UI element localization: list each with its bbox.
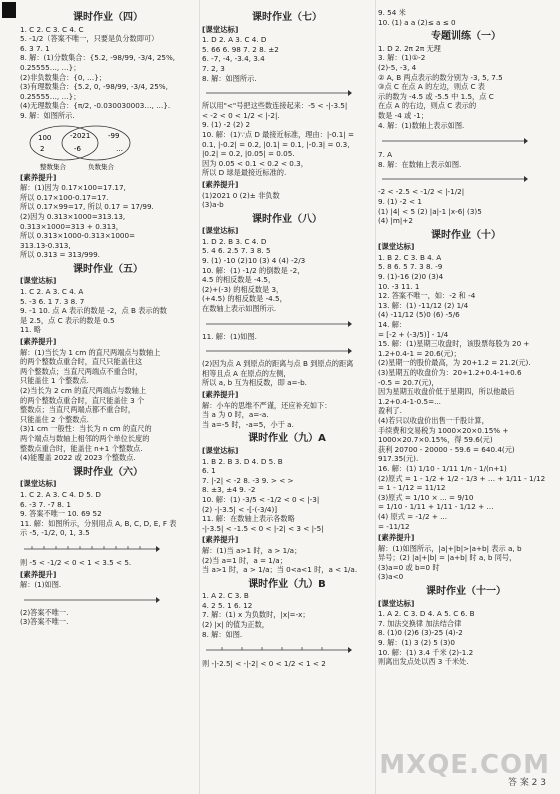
answer-line: 6. 1 <box>202 466 216 476</box>
venn-label: 负数集合 <box>88 162 114 171</box>
answer-line: 1. C 2. A 3. C 4. A <box>20 287 84 297</box>
answer-line: (3)星期五的收盘价为：20+1.2+0.4-1+0.6 <box>378 368 522 377</box>
answer-line: (4)若只以收盘价出售一千股计算， <box>378 415 489 425</box>
answer-line: 6. -3 7. -7 8. 1 <box>20 499 71 509</box>
answer-line: 14. 解： <box>378 320 407 330</box>
answer-line: 12. 答案不唯一，如：-2 和 -4 <box>378 291 476 301</box>
answer-line: 解：(1)当长为 1 cm 的直尺两端点与数轴上 <box>20 347 161 357</box>
answer-line: 的两个整数点重合时，直尺能盖住 3 个 <box>20 395 145 405</box>
section-title: 课时作业（八） <box>252 213 322 225</box>
answer-line: 11. 解：(1)如图. <box>202 331 257 341</box>
answer-line: (2)原式 = 1 - 1/2 + 1/2 - 1/3 + … + 1/11 - 1/12 <box>378 473 546 483</box>
answer-line: 获利 20700 - 20000 - 59.6 = 640.4(元) <box>378 444 515 454</box>
answer-line: 所以 0.17×100-0.17=17. <box>20 192 109 202</box>
answer-line: (4) |m|+2 <box>378 216 413 226</box>
subsection-tag: [素养提升] <box>20 337 57 347</box>
answer-line: ③点 C 在点 A 的左边，则点 C 表 <box>378 82 485 92</box>
answer-line: (2)-5, -3, 4 <box>378 62 417 72</box>
number-line-figure <box>378 172 528 184</box>
answer-line: (2)答案不唯一. <box>20 607 69 617</box>
answer-line: 7. A <box>378 150 393 160</box>
answer-line: 所以 D 球是最接近标准的. <box>202 168 287 178</box>
venn-value: … <box>116 144 123 153</box>
subsection-tag: [素养提升] <box>202 535 239 545</box>
answer-line: 6. -7, -4, -3.4, 3.4 <box>202 54 265 64</box>
answer-line: 16. 解：(1) 1/10 - 1/11 1/n - 1/(n+1) <box>378 463 507 473</box>
answer-line: 解：(1)如图所示，|a|+|b|>|a+b| 表示 a, b <box>378 543 522 553</box>
answer-line: 10. 解：(1) -3/5 < -1/2 < 0 < |-3| <box>202 494 320 504</box>
answer-block <box>20 25 196 121</box>
answer-line: (4) 原式 = -1/2 + ... <box>378 511 448 521</box>
subsection-tag: [素养提升] <box>202 179 239 189</box>
answer-line: 11. 略 <box>20 325 41 335</box>
section-title: 课时作业（九）A <box>248 433 326 445</box>
section-title: 课时作业（五） <box>73 263 143 275</box>
answer-line: |0.2| = 0.2, |0.05| = 0.05. <box>202 149 295 159</box>
venn-label: 整数集合 <box>40 162 66 171</box>
answer-column-3 <box>378 8 554 667</box>
answer-block <box>20 173 196 260</box>
answer-line: 整数点；当直尺两端点都不重合时， <box>20 405 136 415</box>
watermark: MXQE.COM <box>379 750 550 780</box>
venn-value: 2 <box>40 144 45 153</box>
answer-line: 9. (1)-16 (2)0 (3)4 <box>378 272 444 282</box>
number-line-figure <box>202 317 352 329</box>
number-line-figure <box>378 133 528 147</box>
answer-line: 11. 解：如图所示，分别用点 A, B, C, D, E, F 表 <box>20 518 177 528</box>
answer-line: (2)非负数集合：{0, …}； <box>20 72 106 82</box>
answer-line: 所以用"<"号把这些数连接起来：-5 < -|-3.5| <box>202 101 348 111</box>
answer-line: (1)2021 0 (2)± 非负数 <box>202 190 280 200</box>
answer-line: 示 -5, -1/2, 0, 1, 3.5 <box>20 528 90 538</box>
answer-block <box>202 446 372 575</box>
answer-line: 7. 加法交换律 加法结合律 <box>378 618 462 628</box>
venn-value: 100 <box>38 133 52 142</box>
answer-line: 10. -3 11. 1 <box>378 281 420 291</box>
answer-line: 5. -3 6. 1 7. 3 8. 7 <box>20 296 85 306</box>
answer-block <box>20 479 196 627</box>
answer-line: 9. (1) -2 < 1 <box>378 196 422 206</box>
answer-line: 8. 解：如图所示. <box>202 73 257 83</box>
answer-line: 9. (1) -2 (2) 2 <box>202 120 251 130</box>
answer-line: 解：(1)因为 0.17×100=17.17, <box>20 183 126 193</box>
answer-line: (4) -11/12 (5)0 (6) -5/6 <box>378 310 460 320</box>
answer-block <box>202 25 372 210</box>
answer-line: (+4.5) 的相反数是 -4.5， <box>202 294 287 304</box>
number-line-figure <box>20 593 160 605</box>
answer-line: (2) |x| 的值为正数， <box>202 620 269 630</box>
answer-line: 9. 解：如图所示. <box>20 110 75 120</box>
answer-line: 1. D 2. 2π 2π 无理 <box>378 43 441 53</box>
answer-line: (3)原式 = 1/10 × ... = 9/10 <box>378 492 474 502</box>
subsection-tag: [素养提升] <box>378 533 415 543</box>
answer-line: 9. 答案不唯一 10. 69 52 <box>20 509 102 519</box>
answer-column-2 <box>202 8 372 669</box>
venn-value: -6 <box>74 144 81 153</box>
answer-line: 9. 54 米 <box>378 8 406 17</box>
answer-line: 10. 解：(1) 3.4 千米 (2)-1.2 <box>378 647 474 657</box>
answer-line: 0.25555…, …}； <box>20 62 81 72</box>
section-title: 课时作业（六） <box>73 466 143 478</box>
answer-block <box>202 226 372 429</box>
answer-line: 当 a=-5 时，-a=5，小于 a. <box>202 419 294 429</box>
answer-block <box>378 599 554 667</box>
answer-line: 则 -5 < -1/2 < 0 < 1 < 3.5 < 5. <box>20 557 132 567</box>
answer-line: 1.2+0.4-1-0.5=... <box>378 396 441 406</box>
answer-line: 1. B 2. C 3. B 4. A <box>378 252 442 262</box>
answer-line: (2)因为 0.313×1000=313.13, <box>20 211 126 221</box>
answer-line: 0.313×1000=313 + 0.313， <box>20 221 123 231</box>
answer-line: -2 < -2.5 < -1/2 < |-1/2| <box>378 187 465 197</box>
answer-line: (2)当长为 2 cm 的直尺两端点与数轴上 <box>20 386 147 395</box>
answer-line: ② A, B 两点表示的数分别为 -3, 5, 7.5 <box>378 72 503 82</box>
column-divider <box>199 0 200 794</box>
answer-line: 解：(1)如图. <box>20 580 62 590</box>
answer-line: 是 2.5，点 C 表示的数是 0.5 <box>20 315 115 325</box>
answer-line: -|-3.5| < -1.5 < 0 < |-2| < 3 < |-5| <box>202 523 324 533</box>
column-divider <box>375 0 376 794</box>
answer-line: (3)有理数集合：{5.2, 0, -98/99, -3/4, 25%, <box>20 82 168 92</box>
answer-line: (2)当 a=1 时，a = 1/a； <box>202 555 287 565</box>
answer-line: 解：小车的思维不严谨，还应补充如下： <box>202 400 332 410</box>
answer-line: 9. -1 10. 点 A 表示的数是 -2，点 B 表示的数 <box>20 306 167 316</box>
answer-line: 1. B 2. B 3. D 4. D 5. B <box>202 456 283 466</box>
answer-line: 整数点重合时，能盖住 n+1 个整数点. <box>20 443 143 453</box>
answer-line: 917.35(元). <box>378 454 419 464</box>
answer-line: 手续费和交易税为 1000×20×0.15% + <box>378 425 509 435</box>
answer-line: (2) -|-3.5| < -[-(-3/4)] <box>202 504 278 514</box>
section-title: 专题训练（一） <box>431 31 501 43</box>
answer-line: = 1/10 - 1/11 + 1/11 - 1/12 + … <box>378 502 494 512</box>
answer-line: 1. D 2. B 3. C 4. D <box>202 236 267 246</box>
subsection-tag: [课堂达标] <box>202 226 239 236</box>
answer-line: 异号；(2) |a|+|b| = |a+b| 时 a, b 同号， <box>378 553 517 563</box>
answer-line: 则离出发点处以西 3 千米处. <box>378 657 469 667</box>
answer-line: 数是 -4 或 -1； <box>378 110 428 120</box>
subsection-tag: [课堂达标] <box>20 276 57 286</box>
answer-line: 0.1, |-0.2| = 0.2, |0.1| = 0.1, |-0.3| = 0.3, <box>202 139 350 149</box>
answer-line: 在数轴上表示如图所示. <box>202 304 277 314</box>
answer-line: 当 a 为 0 时，a=-a. <box>202 410 269 420</box>
answer-block <box>202 591 372 669</box>
answer-line: 1. C 2. A 3. C 4. D 5. D <box>20 489 101 499</box>
answer-block <box>20 276 196 462</box>
answer-line: 1000×20.7×0.15%，得 59.6(元) <box>378 435 493 445</box>
answer-line: 8. 解：在数轴上表示如图. <box>378 159 462 169</box>
answer-block <box>378 8 554 27</box>
answer-line: -0.5 = 20.7(元)， <box>378 377 439 387</box>
answer-line: (2)星期一的股价最高，为 20+1.2 = 21.2(元). <box>378 358 531 368</box>
answer-line: 4. 解：(1)数轴上表示如图. <box>378 120 465 130</box>
answer-line: 10. 解：(1)∵点 D 最接近标准，理由：|-0.1| = <box>202 129 354 139</box>
subsection-tag: [素养提升] <box>20 172 57 182</box>
subsection-tag: [素养提升] <box>20 569 57 579</box>
answer-line: 5. -1/2（答案不唯一，只要是负分数即可） <box>20 34 159 44</box>
answer-line: 13. 解：(1) -11/12 (2) 1/4 <box>378 300 469 310</box>
answer-line: 0.25555…, …}； <box>20 91 81 101</box>
answer-line: 11. 解：在数轴上表示各数略 <box>202 514 295 524</box>
answer-line: 1. C 2. C 3. C 4. C <box>20 24 84 34</box>
answer-line: 9. (1) -10 (2)10 (3) 4 (4) -2/3 <box>202 256 306 266</box>
section-title: 课时作业（十一） <box>426 586 506 598</box>
answer-line: 7. |-2| < -2 8. -3 9. > < > <box>202 475 294 485</box>
answer-line: (1) |4| < 5 (2) |a|-1 |x-6| (3)5 <box>378 206 482 216</box>
answer-line: 5. 8 6. 5 7. 3 8. -9 <box>378 262 443 272</box>
answer-line: 只能盖住 2 个整数点. <box>20 414 89 424</box>
number-line-figure <box>20 541 160 555</box>
answer-line: 相等且点 A 在原点的左侧， <box>202 368 291 378</box>
answer-line: 5. 4 6. 2.5 7. 3 8. 5 <box>202 246 271 256</box>
answer-line: 因为星期五收盘价低于星期四，所以他最后 <box>378 387 515 397</box>
section-title: 课时作业（九）B <box>248 578 326 590</box>
answer-line: 则 -|-2.5| < -|-2| < 0 < 1/2 < 1 < 2 <box>202 659 326 669</box>
answer-line: 10. (1) a a (2)≤ a ≤ 0 <box>378 17 456 27</box>
answer-line: 1. A 2. C 3. B <box>202 591 249 601</box>
answer-line: 8. 解：如图. <box>202 629 243 639</box>
answer-line: 10. 解：(1) -1/2 的倒数是 -2， <box>202 265 305 275</box>
answer-line: 9. 解：(1) 3 (2) 5 (3)0 <box>378 638 455 648</box>
number-line-figure <box>202 86 352 98</box>
answer-line: 1. D 2. A 3. C 4. D <box>202 35 267 45</box>
answer-line: (4)能覆盖 2022 或 2023 个整数点. <box>20 453 136 463</box>
answer-line: 在点 A 的右边，则点 C 表示的 <box>378 101 477 111</box>
answer-line: = [-2 + (-3/5)] - 1/4 <box>378 329 449 339</box>
answer-line: 所以 0.313×1000-0.313×1000= <box>20 231 136 241</box>
answer-line: (3)a=0 或 b=0 时 <box>378 562 440 572</box>
subsection-tag: [课堂达标] <box>202 445 239 455</box>
answer-line: = 1 - 1/12 = 11/12 <box>378 483 446 493</box>
section-title: 课时作业（七） <box>252 12 322 23</box>
answer-line: 两个整数点；当直尺两端点不重合时， <box>20 366 143 376</box>
answer-line: 的两个整数点重合时，直尺只能盖住这 <box>20 357 143 367</box>
answer-line: 两个端点与数轴上相邻的两个单位长度的 <box>20 433 150 443</box>
answer-line: 8. ±3, ±4 9. -2 <box>202 485 256 495</box>
answer-line: 1. A 2. C 3. D 4. A 5. C 6. B <box>378 609 475 619</box>
answer-line: 所以 0.17×99=17, 所以 0.17 = 17/99. <box>20 202 154 212</box>
answer-line: = -11/12 <box>378 521 410 531</box>
answer-line: < -2 < 0 < 1/2 < |-2|. <box>202 110 280 120</box>
answer-line: 解：(1)当 a>1 时，a > 1/a； <box>202 545 302 555</box>
answer-line: 因为 0.05 < 0.1 < 0.2 < 0.3， <box>202 158 308 168</box>
page-footer: 答 案 2 3 <box>507 778 546 788</box>
answer-line: 所以 0.313 = 313/999. <box>20 250 100 260</box>
answer-line: 只能盖住 1 个整数点. <box>20 376 89 386</box>
answer-line: 8. 解：(1)分数集合：{5.2, -98/99, -3/4, 25%, <box>20 53 176 63</box>
answer-line: (3)答案不唯一. <box>20 617 69 627</box>
answer-block <box>378 44 554 226</box>
corner-block <box>2 2 16 18</box>
answer-line: (2)+(-3) 的相反数是 3， <box>202 284 284 294</box>
section-title: 课时作业（十） <box>431 229 501 241</box>
venn-diagram <box>26 123 136 171</box>
answer-line: (3)a-b <box>202 200 224 210</box>
answer-line: 所以 a, b 互为相反数，即 a=-b. <box>202 378 307 388</box>
answer-line: (3)1 cm 一般性：当长为 n cm 的直尺的 <box>20 424 152 434</box>
answer-block <box>378 242 554 582</box>
answer-line: 4. 2 5. 1 6. 12 <box>202 600 253 610</box>
subsection-tag: [课堂达标] <box>202 24 239 34</box>
answer-line: 7. 2, 3 <box>202 63 225 73</box>
answer-line: 1.2+0.4-1 = 20.6(元)； <box>378 348 461 358</box>
number-line-figure <box>202 344 352 356</box>
subsection-tag: [课堂达标] <box>20 479 57 489</box>
answer-line: 7. 解：(1) x 为负数时，|x|=-x； <box>202 610 310 620</box>
venn-value: -99 <box>108 131 120 140</box>
answer-line: 313.13-0.313, <box>20 240 71 250</box>
answer-line: 8. (1)0 (2)6 (3)-25 (4)-2 <box>378 628 463 638</box>
answer-line: 盈利了. <box>378 406 402 416</box>
answer-line: (4)无理数集合：{π/2, -0.030030003…, …}. <box>20 101 171 111</box>
section-title: 课时作业（四） <box>73 12 143 23</box>
answer-line: 5. 66 6. 98 7. 2 8. ±2 <box>202 44 279 54</box>
answer-line: 6. 3 7. 1 <box>20 43 50 53</box>
answer-line: 4.5 的相反数是 -4.5， <box>202 275 276 285</box>
answer-line: 当 a>1 时，a > 1/a；当 0<a<1 时，a < 1/a. <box>202 565 358 575</box>
answer-line: 示的数为 -4.5 或 -5.5 中 1.5，点 C <box>378 91 494 101</box>
subsection-tag: [素养提升] <box>202 390 239 399</box>
answer-line: 3. 解：(1)①-2 <box>378 53 426 63</box>
subsection-tag: [课堂达标] <box>378 598 415 608</box>
subsection-tag: [课堂达标] <box>378 242 415 252</box>
number-line-figure <box>202 642 352 656</box>
answer-column-1 <box>20 8 196 627</box>
answer-line: (3)a<0 <box>378 572 404 582</box>
answer-line: 15. 解：(1)星期三收盘时，该股票每股为 20 + <box>378 339 530 349</box>
venn-value: -2021 <box>70 131 91 140</box>
answer-line: (2)因为点 A 到原点的距离与点 B 到原点的距离 <box>202 359 354 369</box>
